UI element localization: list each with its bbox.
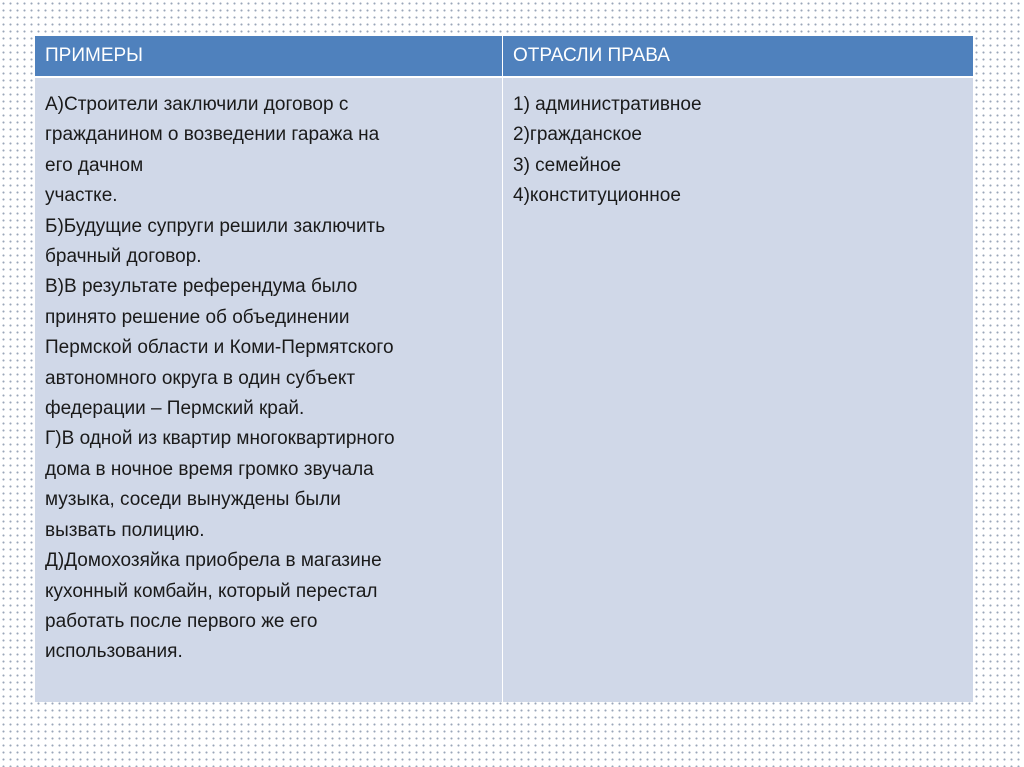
branches-cell [503,76,973,702]
example-line: Пермской области и Коми-Пермятского [45,337,394,359]
example-line: участке. [45,185,118,207]
branch-line: 4)конституционное [513,185,681,207]
example-line: дома в ночное время громко звучала [45,458,374,480]
example-line: В)В результате референдума было [45,276,358,298]
header-branches [503,36,973,76]
example-line: Г)В одной из квартир многоквартирного [45,428,395,450]
example-line: музыка, соседи вынуждены были [45,489,341,511]
branch-line: 3) семейное [513,154,622,176]
branch-line: 1) административное [513,94,702,115]
header-examples-label: ПРИМЕРЫ [45,45,143,66]
example-line: вызвать полицию. [45,519,205,541]
examples-table [35,36,973,702]
header-examples [35,36,503,76]
header-branches-label: ОТРАСЛИ ПРАВА [513,45,670,66]
example-line: федерации – Пермский край. [45,398,305,420]
example-line: Б)Будущие супруги решили заключить [45,215,386,237]
example-line: работать после первого же его [45,610,318,632]
example-line: использования. [45,641,183,663]
example-line: Д)Домохозяйка приобрела в магазине [45,550,382,572]
example-line: автономного округа в один субъект [45,367,356,389]
example-line: кухонный комбайн, который перестал [45,580,378,602]
example-line: его дачном [45,154,144,176]
examples-cell [35,76,503,702]
branch-line: 2)гражданское [513,124,642,146]
example-line: брачный договор. [45,246,202,268]
example-line: принято решение об объединении [45,306,350,328]
example-line: А)Строители заключили договор с [45,94,349,115]
example-line: гражданином о возведении гаража на [45,124,380,146]
